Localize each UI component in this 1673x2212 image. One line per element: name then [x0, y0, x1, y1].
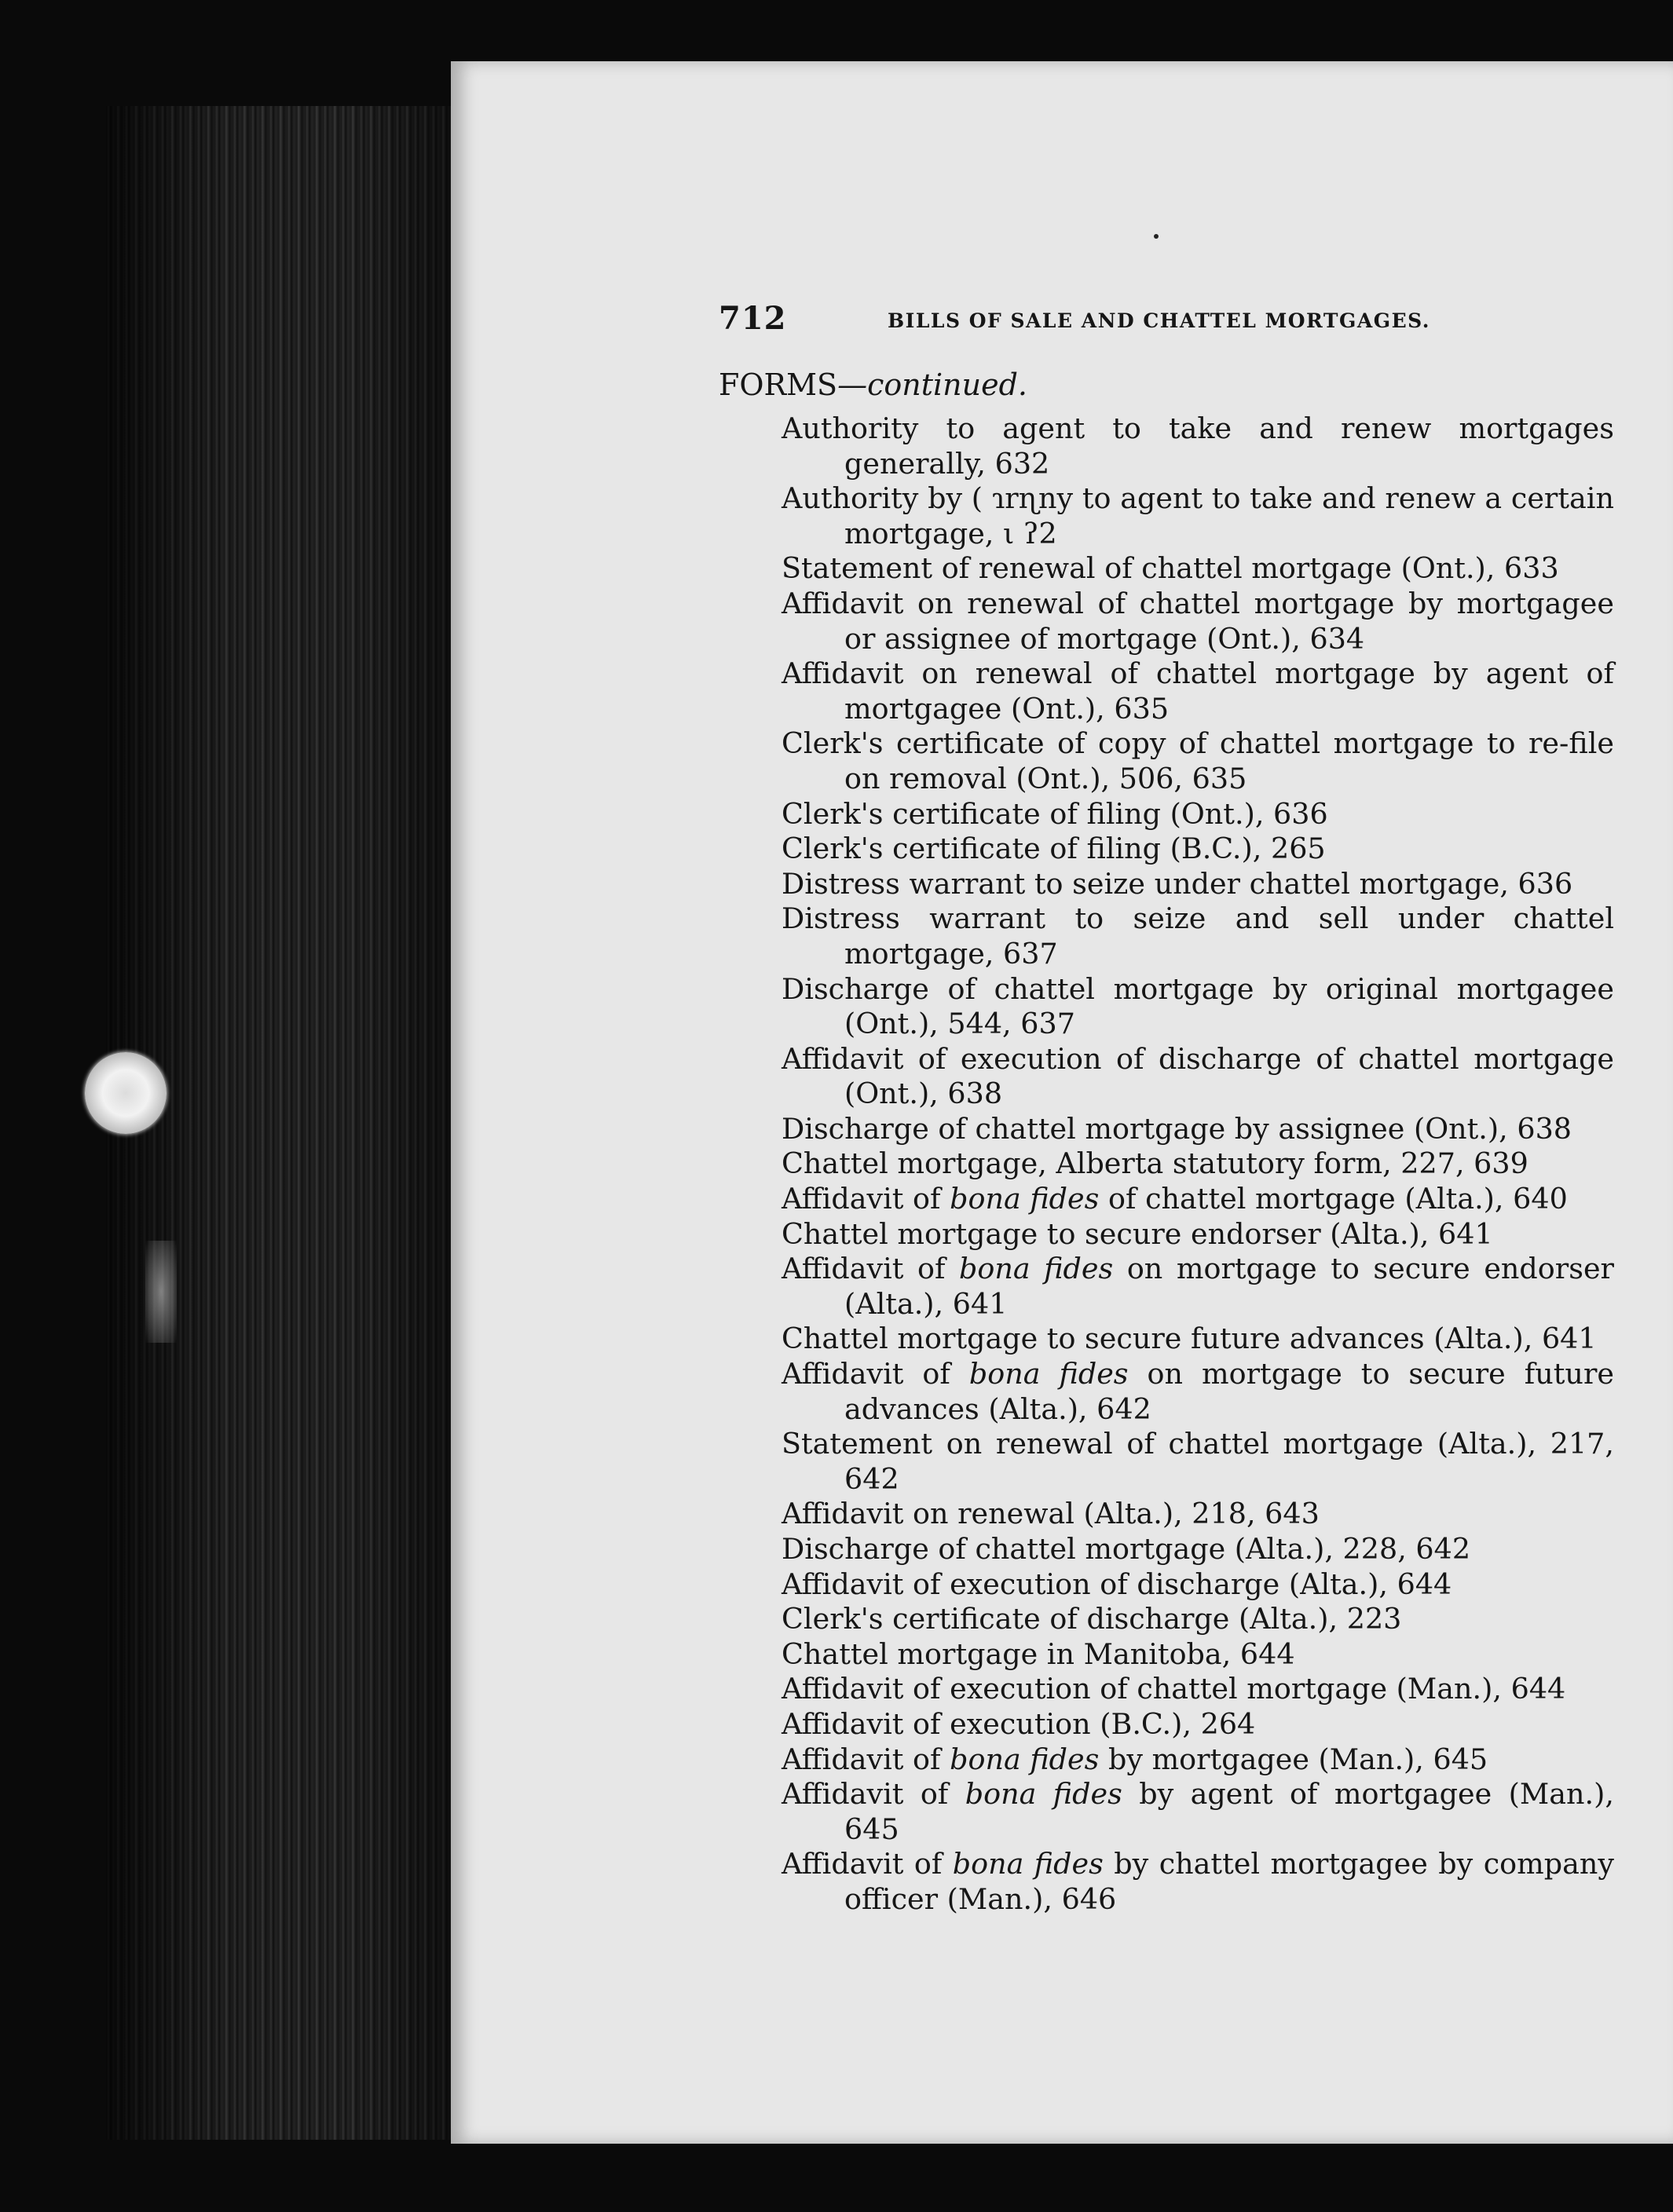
page-speck [1154, 234, 1159, 239]
binding-hole [85, 1052, 167, 1134]
list-item: Affidavit of bona fides by agent of mortgagee (Man.), 645 [782, 1777, 1614, 1846]
list-item: Discharge of chattel mortgage by original mortgagee (Ont.), 544, 637 [782, 971, 1614, 1041]
list-item: Affidavit of bona fides on mortgage to secure future advances (Alta.), 642 [782, 1357, 1614, 1426]
book-edge-shadow [106, 106, 452, 2140]
list-item: Chattel mortgage in Manitoba, 644 [782, 1636, 1295, 1671]
list-item: Affidavit of execution of discharge (Alta.), 644 [782, 1567, 1452, 1601]
list-item: Clerk's certificate of filing (Ont.), 636 [782, 796, 1328, 831]
list-item: Affidavit of bona fides of chattel mortgage (Alta.), 640 [782, 1182, 1568, 1216]
section-title: FORMS [719, 367, 838, 402]
list-item: Authority by ( ɿrɳny to agent to take and renew a certain mortgage, ι ʔ2 [782, 481, 1614, 550]
list-item: Affidavit of execution of discharge of chattel mortgage (Ont.), 638 [782, 1041, 1614, 1111]
list-item: Clerk's certificate of copy of chattel mortgage to re-file on removal (Ont.), 506, 635 [782, 726, 1614, 795]
list-item: Affidavit on renewal of chattel mortgage by mortgagee or assignee of mortgage (Ont.), 634 [782, 586, 1614, 656]
forms-list [782, 411, 1614, 1918]
list-item: Affidavit of execution (B.C.), 264 [782, 1706, 1256, 1741]
list-item: Chattel mortgage to secure future advances (Alta.), 641 [782, 1322, 1597, 1356]
list-item: Clerk's certificate of discharge (Alta.), 223 [782, 1602, 1402, 1636]
list-item: Distress warrant to seize under chattel mortgage, 636 [782, 866, 1573, 901]
list-item: Statement on renewal of chattel mortgage (Alta.), 217, 642 [782, 1427, 1614, 1496]
list-item: Statement of renewal of chattel mortgage (Ont.), 633 [782, 551, 1559, 586]
page-number: 712 [719, 300, 787, 337]
edge-glare [145, 1241, 177, 1343]
list-item: Affidavit of bona fides by mortgagee (Man.), 645 [782, 1742, 1488, 1776]
list-item: Affidavit of execution of chattel mortgage (Man.), 644 [782, 1672, 1566, 1706]
list-item: Chattel mortgage to secure endorser (Alta.), 641 [782, 1216, 1493, 1251]
list-item: Chattel mortgage, Alberta statutory form, 227, 639 [782, 1146, 1528, 1181]
list-item: Clerk's certificate of filing (B.C.), 265 [782, 832, 1326, 866]
list-item: Affidavit on renewal of chattel mortgage by agent of mortgagee (Ont.), 635 [782, 656, 1614, 726]
list-item: Affidavit on renewal (Alta.), 218, 643 [782, 1497, 1320, 1531]
list-item: Authority to agent to take and renew mortgages generally, 632 [782, 411, 1614, 481]
list-item: Discharge of chattel mortgage (Alta.), 228, 642 [782, 1532, 1471, 1566]
list-item: Affidavit of bona fides by chattel mortgagee by company officer (Man.), 646 [782, 1847, 1614, 1916]
section-heading [719, 367, 1027, 402]
list-item: Discharge of chattel mortgage by assignee (Ont.), 638 [782, 1111, 1572, 1146]
running-head: BILLS OF SALE AND CHATTEL MORTGAGES. [888, 309, 1430, 332]
list-item: Distress warrant to seize and sell under chattel mortgage, 637 [782, 901, 1614, 971]
section-continuation: —continued. [837, 367, 1027, 402]
list-item: Affidavit of bona fides on mortgage to secure endorser (Alta.), 641 [782, 1252, 1614, 1321]
